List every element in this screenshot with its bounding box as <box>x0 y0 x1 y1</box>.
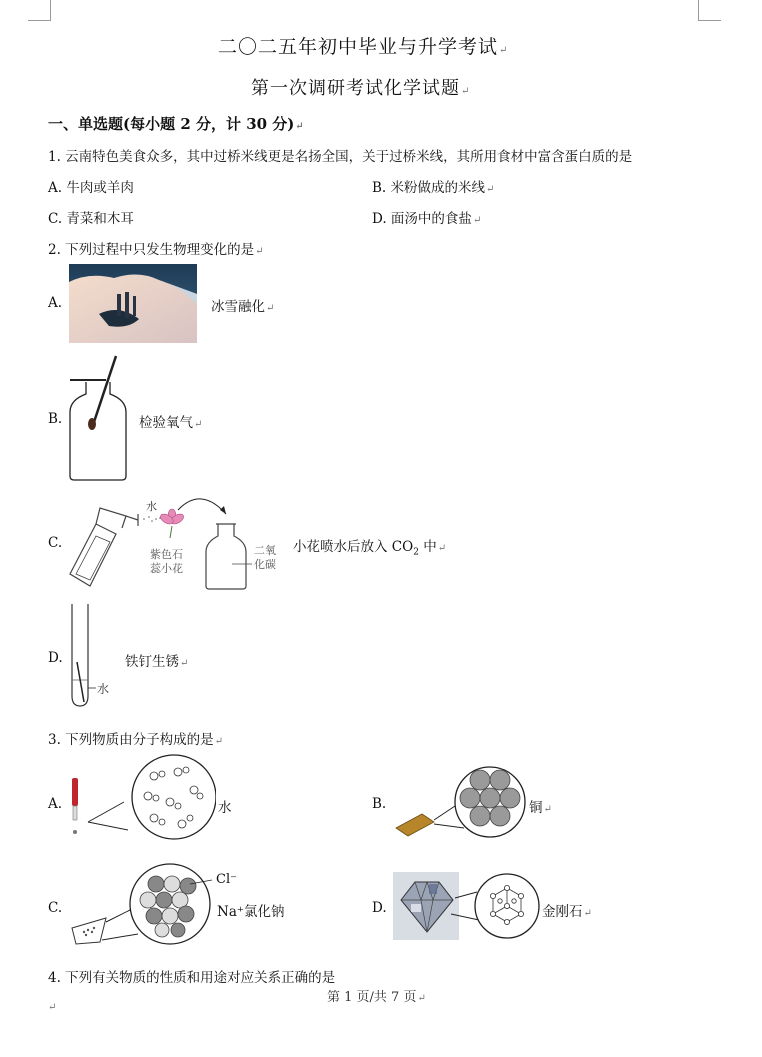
question-4-stem: 4. 下列有关物质的性质和用途对应关系正确的是 <box>48 970 336 986</box>
label-water-tube: 水 <box>97 682 110 696</box>
q3-option-b-text: 铜↵ <box>529 800 552 816</box>
page-number-footer: 第 1 页/共 7 页↵ <box>327 990 426 1005</box>
q2-option-c-label[interactable]: C. <box>48 535 63 551</box>
section-heading: 一、单选题(每小题 2 分，计 30 分)↵ <box>48 115 304 133</box>
question-2-stem: 2. 下列过程中只发生物理变化的是↵ <box>48 242 264 258</box>
q2-option-d-label[interactable]: D. <box>48 650 63 666</box>
diamond-structure-figure <box>393 870 541 942</box>
label-water: 水 <box>146 500 157 513</box>
page-title: 二〇二五年初中毕业与升学考试↵ <box>218 36 509 58</box>
q2-option-c-text: 小花喷水后放入 $CO_2$ 中↵ <box>293 539 447 558</box>
q2-option-b-text: 检验氧气↵ <box>139 415 203 431</box>
question-3-stem: 3. 下列物质由分子构成的是↵ <box>48 732 224 748</box>
label-litmus-2: 蕊小花 <box>150 562 183 575</box>
q3-option-a-text: 水 <box>218 800 232 816</box>
q2-option-a-text: 冰雪融化↵ <box>211 299 275 315</box>
chloride-ion-label: Cl⁻ <box>216 872 237 887</box>
q2-option-b-label[interactable]: B. <box>48 411 63 427</box>
spray-flower-co2-figure <box>66 494 290 592</box>
q3-option-c-text: Na⁺氯化钠 <box>217 904 285 920</box>
oxygen-test-bottle-figure <box>66 354 130 482</box>
page-subtitle: 第一次调研考试化学试题↵ <box>251 78 471 99</box>
question-1-stem: 1. 云南特色美食众多，其中过桥米线更是名扬全国，关于过桥米线，其所用食材中富含蛋白质的是 <box>48 149 633 165</box>
crop-mark-top-left <box>28 0 51 21</box>
crop-mark-top-right <box>698 0 721 21</box>
q3-option-c-label[interactable]: C. <box>48 900 63 916</box>
q3-option-d-text: 金刚石↵ <box>542 904 592 920</box>
q3-option-b-label[interactable]: B. <box>372 796 387 812</box>
q2-option-d-text: 铁钉生锈↵ <box>125 654 189 670</box>
q1-option-b[interactable]: B. 米粉做成的米线↵ <box>372 180 495 196</box>
copper-atom-figure <box>392 766 532 838</box>
q2-option-a-label[interactable]: A. <box>48 295 63 311</box>
label-co2-1: 二氧 <box>254 544 276 557</box>
water-molecule-figure <box>66 754 216 840</box>
q1-option-c[interactable]: C. 青菜和木耳 <box>48 211 134 227</box>
q1-option-d[interactable]: D. 面汤中的食盐↵ <box>372 211 482 227</box>
q3-option-a-label[interactable]: A. <box>48 796 63 812</box>
q3-option-d-label[interactable]: D. <box>372 900 387 916</box>
paragraph-mark: ↵ <box>48 1002 57 1013</box>
label-co2-2: 化碳 <box>254 558 276 571</box>
sodium-chloride-figure <box>66 862 216 948</box>
q1-option-a[interactable]: A. 牛肉或羊肉 <box>48 180 134 196</box>
ice-melting-photo <box>69 264 197 343</box>
nail-rust-test-tube-figure <box>64 602 124 710</box>
label-litmus-1: 紫色石 <box>150 548 183 561</box>
